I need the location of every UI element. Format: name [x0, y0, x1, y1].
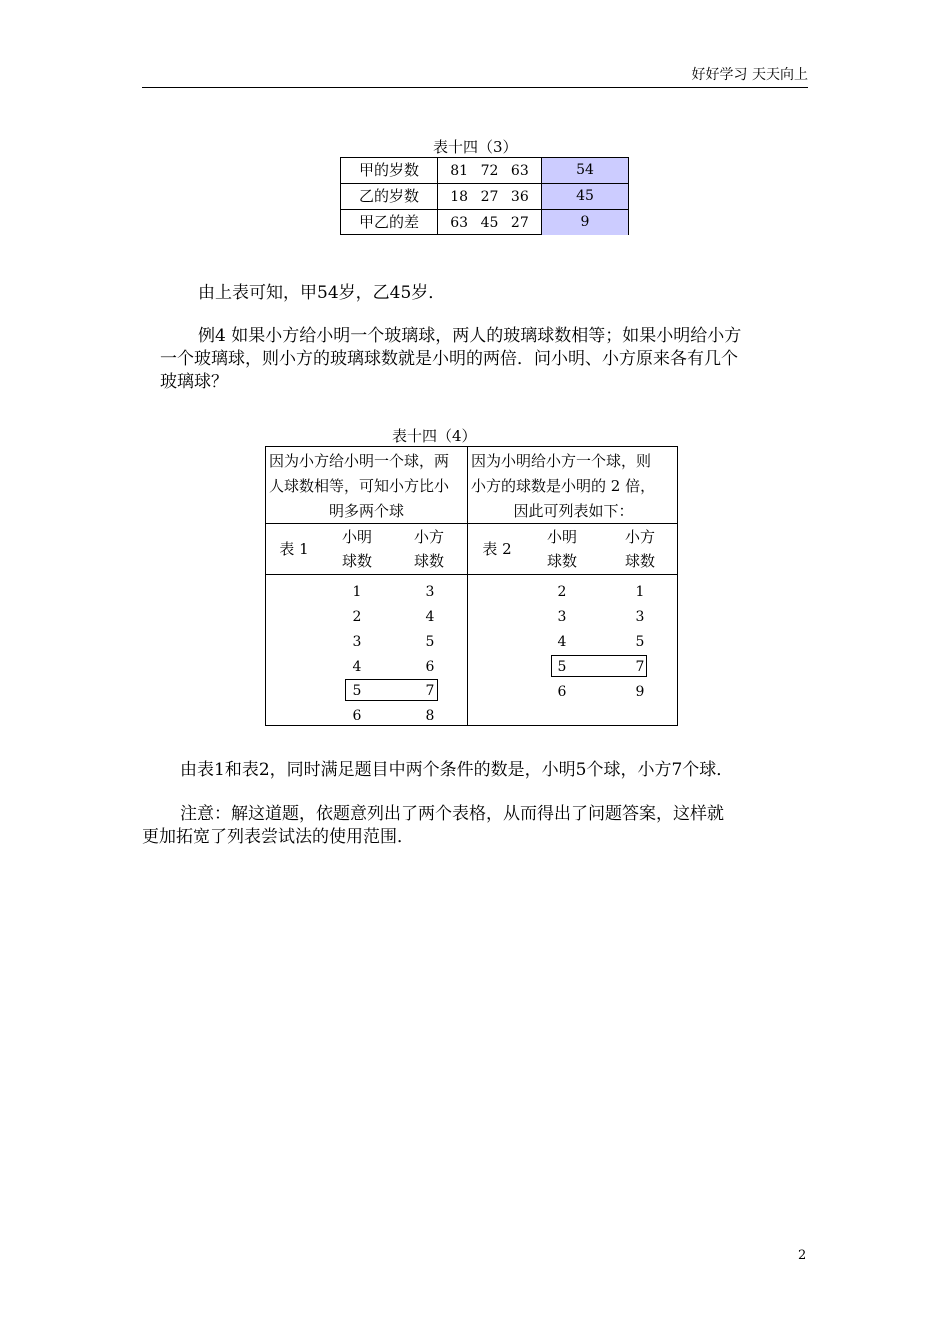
table1-cell: 6 [425, 659, 435, 675]
table1-cell: 8 [425, 708, 435, 724]
table3-cell: 18 [450, 188, 469, 205]
table3-row-values [438, 158, 542, 183]
table3-row [341, 158, 628, 183]
table1-cell: 5 [352, 683, 362, 699]
table3-cell: 27 [480, 188, 499, 205]
table1-cell: 7 [425, 683, 435, 699]
table2-cell: 1 [635, 584, 645, 600]
col-header-line: 小方 [624, 528, 655, 546]
table3-cell: 27 [510, 214, 529, 231]
col-header-line: 小方 [413, 528, 444, 546]
col-header-line: 球数 [341, 552, 372, 570]
table1-cell: 2 [352, 609, 362, 625]
intro-line: 人球数相等，可知小方比小 [269, 477, 450, 495]
table1-col-xiaoming [332, 525, 382, 573]
conclusion-paragraph: 由上表可知，甲54岁，乙45岁． [198, 283, 446, 303]
table3-row-values [438, 184, 542, 209]
note-line: 更加拓宽了列表尝试法的使用范围． [142, 827, 414, 847]
example4-line: 例4 如果小方给小明一个玻璃球，两人的玻璃球数相等；如果小明给小方 [198, 326, 742, 346]
table3-row-label: 乙的岁数 [341, 184, 438, 209]
table1-label: 表 1 [279, 540, 309, 558]
table2-cell: 9 [635, 684, 645, 700]
table2-label: 表 2 [482, 540, 512, 558]
col-header-line: 小明 [546, 528, 577, 546]
table2-cell: 2 [557, 584, 567, 600]
col-header-line: 球数 [546, 552, 577, 570]
table4-left-intro [269, 449, 464, 524]
solution-paragraph: 由表1和表2，同时满足题目中两个条件的数是，小明5个球，小方7个球． [180, 760, 734, 780]
table2-cell: 5 [557, 659, 567, 675]
table1-cell: 3 [425, 584, 435, 600]
table3-result-cell: 9 [542, 210, 628, 235]
intro-line: 因此可列表如下： [513, 502, 634, 520]
table1-cell: 3 [352, 634, 362, 650]
table1-col-xiaofang [404, 525, 454, 573]
table3-row-label: 甲乙的差 [341, 210, 438, 235]
page-number: 2 [798, 1248, 807, 1263]
table3-row [341, 210, 628, 235]
note-line: 注意：解这道题，依题意列出了两个表格，从而得出了问题答案，这样就 [180, 804, 724, 824]
intro-line: 因为小方给小明一个球，两 [269, 452, 450, 470]
intro-line: 小方的球数是小明的 2 倍， [471, 477, 656, 495]
table3-result-cell: 45 [542, 184, 628, 209]
table1-cell: 6 [352, 708, 362, 724]
col-header-line: 球数 [624, 552, 655, 570]
table2-col-xiaofang [615, 525, 665, 573]
table4-rule [266, 574, 677, 575]
intro-line: 因为小明给小方一个球，则 [471, 452, 652, 470]
table3-row [341, 184, 628, 209]
table2-cell: 7 [635, 659, 645, 675]
intro-line: 明多两个球 [328, 502, 404, 520]
table2-cell: 5 [635, 634, 645, 650]
table3-cell: 81 [450, 162, 469, 179]
header-rule [142, 87, 808, 88]
table4 [265, 446, 678, 726]
table1-cell: 4 [425, 609, 435, 625]
table3-result-cell: 54 [542, 158, 628, 183]
table4-right-intro [471, 449, 676, 524]
table3-cell: 63 [450, 214, 469, 231]
header-slogan: 好好学习 天天向上 [691, 67, 808, 83]
table3-cell: 45 [480, 214, 499, 231]
table2-cell: 3 [635, 609, 645, 625]
table2-cell: 3 [557, 609, 567, 625]
table3-row-label: 甲的岁数 [341, 158, 438, 183]
table3-cell: 36 [510, 188, 529, 205]
table3-cell: 72 [480, 162, 499, 179]
table1-cell: 5 [425, 634, 435, 650]
table2-cell: 4 [557, 634, 567, 650]
example4-line: 一个玻璃球，则小方的玻璃球数就是小明的两倍．问小明、小方原来各有几个 [160, 349, 738, 369]
table1-cell: 1 [352, 584, 362, 600]
table3-row-values [438, 210, 542, 235]
col-header-line: 球数 [413, 552, 444, 570]
example4-line: 玻璃球？ [160, 372, 228, 392]
col-header-line: 小明 [341, 528, 372, 546]
table3 [340, 157, 629, 235]
table2-col-xiaoming [537, 525, 587, 573]
table1-cell: 4 [352, 659, 362, 675]
table3-cell: 63 [510, 162, 529, 179]
table3-caption: 表十四（3） [433, 138, 518, 156]
table4-caption: 表十四（4） [392, 427, 477, 445]
table4-divider [467, 447, 468, 725]
table2-cell: 6 [557, 684, 567, 700]
